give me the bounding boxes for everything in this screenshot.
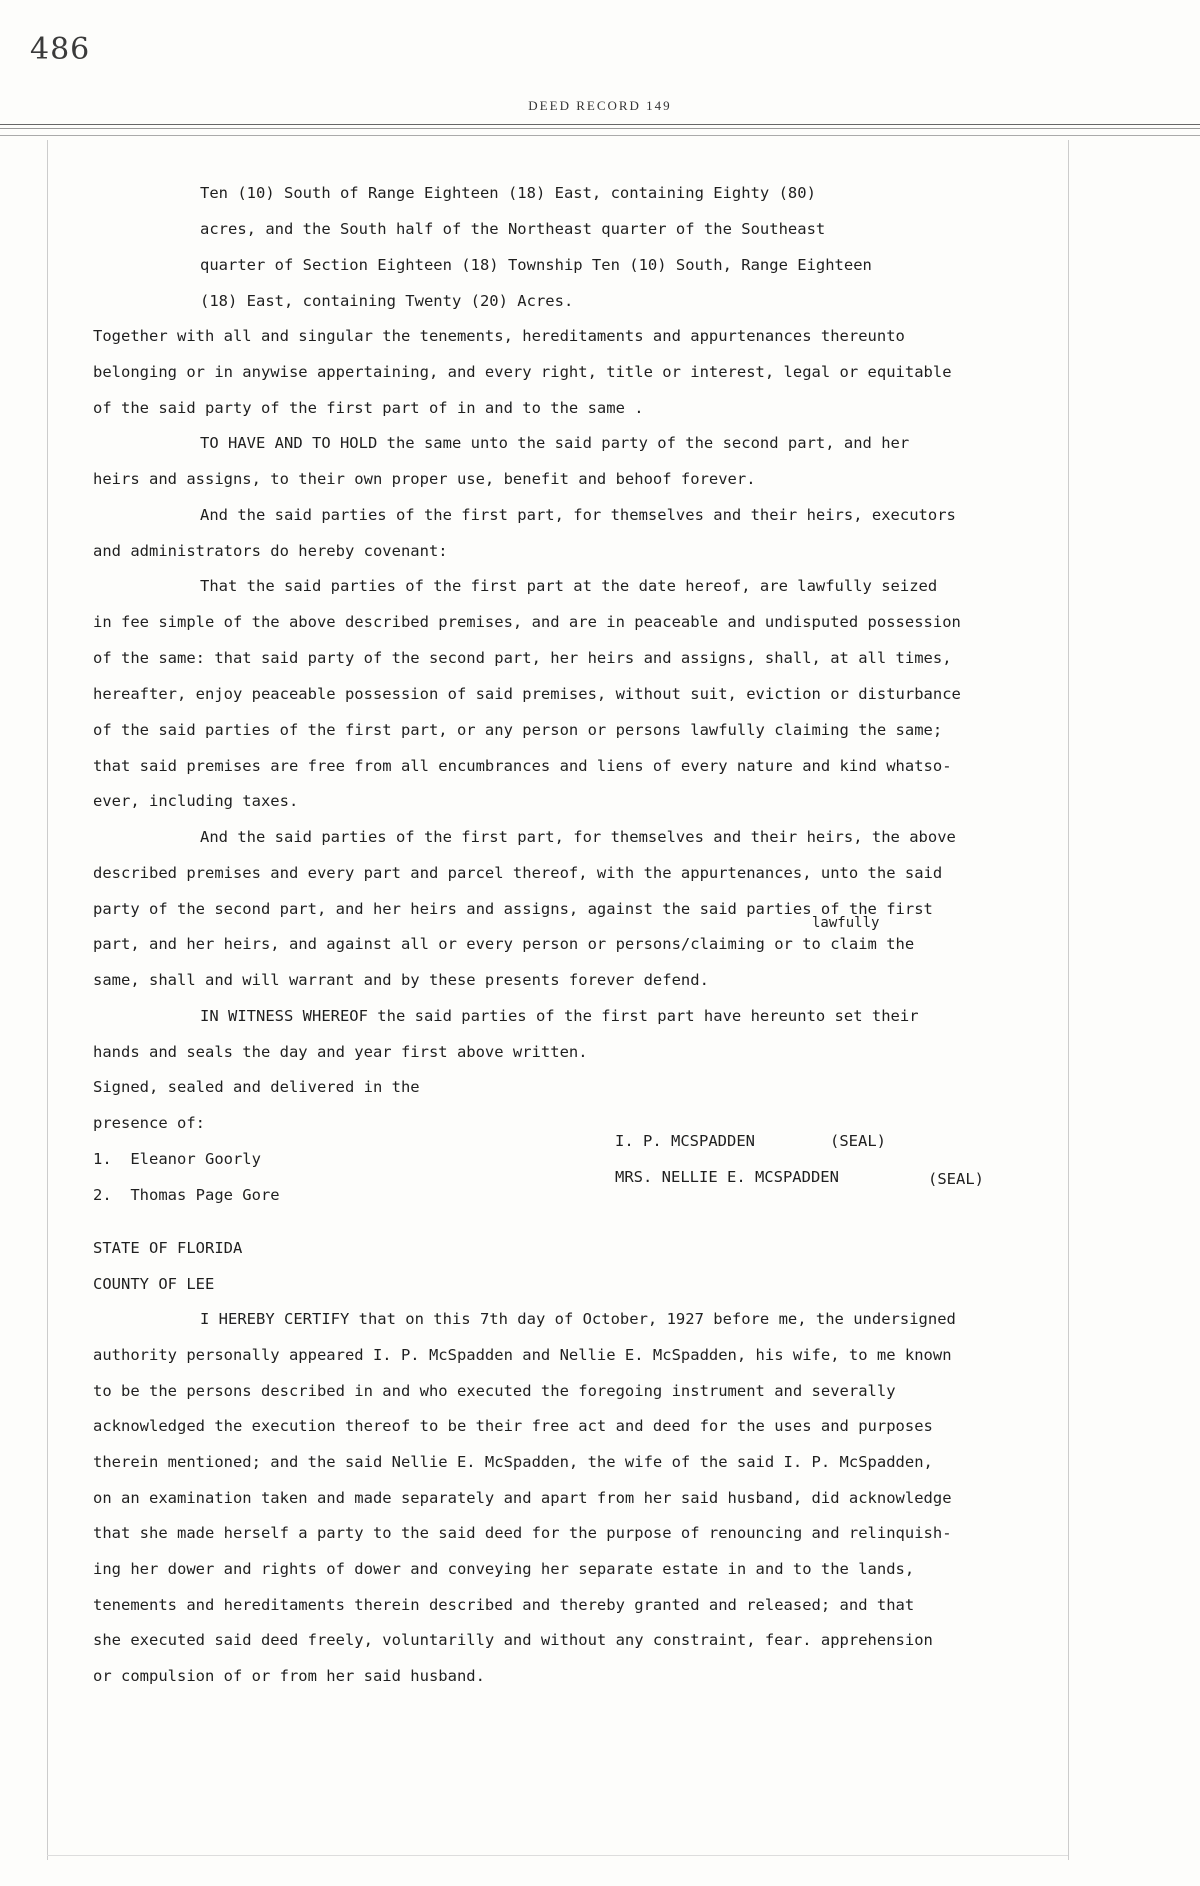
bottom-rule <box>47 1855 1068 1856</box>
appurtenances-line: Together with all and singular the tenements, hereditaments and appurtenances thereunto <box>93 327 905 345</box>
certificate-line: on an examination taken and made separately and apart from her said husband, did acknowledge <box>93 1489 952 1507</box>
habendum-line: TO HAVE AND TO HOLD the same unto the said party of the second part, and her <box>200 434 910 452</box>
deed-record-header: DEED RECORD 149 <box>528 98 672 113</box>
certificate-line: ing her dower and rights of dower and conveying her separate estate in and to the lands, <box>93 1560 915 1578</box>
certificate-line: that she made herself a party to the said deed for the purpose of renouncing and relinquish- <box>93 1524 952 1542</box>
covenant-line: and administrators do hereby covenant: <box>93 542 448 560</box>
attestation-line: presence of: <box>93 1114 205 1132</box>
witness-line: hands and seals the day and year first above written. <box>93 1043 588 1061</box>
signature-name: MRS. NELLIE E. MCSPADDEN <box>615 1168 839 1186</box>
seisin-line: that said premises are free from all encumbrances and liens of every nature and kind whatso- <box>93 757 952 775</box>
covenant-line: And the said parties of the first part, for themselves and their heirs, executors <box>200 506 956 524</box>
seisin-line: ever, including taxes. <box>93 792 299 810</box>
seisin-line: hereafter, enjoy peaceable possession of said premises, without suit, eviction or disturbance <box>93 685 961 703</box>
witness-name: 1. Eleanor Goorly <box>93 1150 261 1168</box>
warranty-line: part, and her heirs, and against all or every person or persons/claiming or to claim the <box>93 935 915 953</box>
header-rule <box>0 124 1200 125</box>
habendum-line: heirs and assigns, to their own proper use, benefit and behoof forever. <box>93 470 756 488</box>
left-margin-line <box>47 140 48 1860</box>
certificate-line: authority personally appeared I. P. McSpadden and Nellie E. McSpadden, his wife, to me known <box>93 1346 952 1364</box>
certificate-line: tenements and hereditaments therein described and thereby granted and released; and that <box>93 1596 915 1614</box>
witness-name: 2. Thomas Page Gore <box>93 1186 280 1204</box>
page-number: 486 <box>30 32 91 67</box>
warranty-line: same, shall and will warrant and by these presents forever defend. <box>93 971 709 989</box>
seisin-line: of the said parties of the first part, or any person or persons lawfully claiming the same; <box>93 721 943 739</box>
certificate-line: acknowledged the execution thereof to be their free act and deed for the uses and purposes <box>93 1417 933 1435</box>
attestation-line: Signed, sealed and delivered in the <box>93 1078 420 1096</box>
appurtenances-line: of the said party of the first part of in and to the same . <box>93 399 644 417</box>
witness-line: IN WITNESS WHEREOF the said parties of the first part have hereunto set their <box>200 1007 919 1025</box>
seisin-line: in fee simple of the above described premises, and are in peaceable and undisputed possession <box>93 613 961 631</box>
certificate-line: or compulsion of or from her said husband. <box>93 1667 485 1685</box>
signature-name: I. P. MCSPADDEN <box>615 1132 755 1150</box>
description-line: Ten (10) South of Range Eighteen (18) East, containing Eighty (80) <box>200 184 816 202</box>
venue-county: COUNTY OF LEE <box>93 1275 215 1293</box>
signature-seal: (SEAL) <box>830 1132 886 1150</box>
certificate-line: to be the persons described in and who executed the foregoing instrument and severally <box>93 1382 896 1400</box>
header-rule <box>0 128 1200 129</box>
header-rule <box>0 135 1200 136</box>
seisin-line: of the same: that said party of the second part, her heirs and assigns, shall, at all times, <box>93 649 952 667</box>
right-margin-line <box>1068 140 1069 1860</box>
description-line: quarter of Section Eighteen (18) Township Ten (10) South, Range Eighteen <box>200 256 872 274</box>
warranty-line: described premises and every part and parcel thereof, with the appurtenances, unto the said <box>93 864 943 882</box>
description-line: (18) East, containing Twenty (20) Acres. <box>200 292 574 310</box>
seisin-line: That the said parties of the first part at the date hereof, are lawfully seized <box>200 577 938 595</box>
warranty-line: party of the second part, and her heirs and assigns, against the said parties of the first <box>93 900 933 918</box>
certificate-line: therein mentioned; and the said Nellie E. McSpadden, the wife of the said I. P. McSpadden, <box>93 1453 933 1471</box>
appurtenances-line: belonging or in anywise appertaining, and every right, title or interest, legal or equitable <box>93 363 952 381</box>
signature-seal: (SEAL) <box>928 1170 984 1188</box>
venue-state: STATE OF FLORIDA <box>93 1239 243 1257</box>
interlinear-insert: lawfully <box>812 915 880 931</box>
warranty-line: And the said parties of the first part, for themselves and their heirs, the above <box>200 828 956 846</box>
certificate-line: she executed said deed freely, voluntarilly and without any constraint, fear. apprehension <box>93 1631 933 1649</box>
certificate-line: I HEREBY CERTIFY that on this 7th day of October, 1927 before me, the undersigned <box>200 1310 956 1328</box>
description-line: acres, and the South half of the Northeast quarter of the Southeast <box>200 220 826 238</box>
